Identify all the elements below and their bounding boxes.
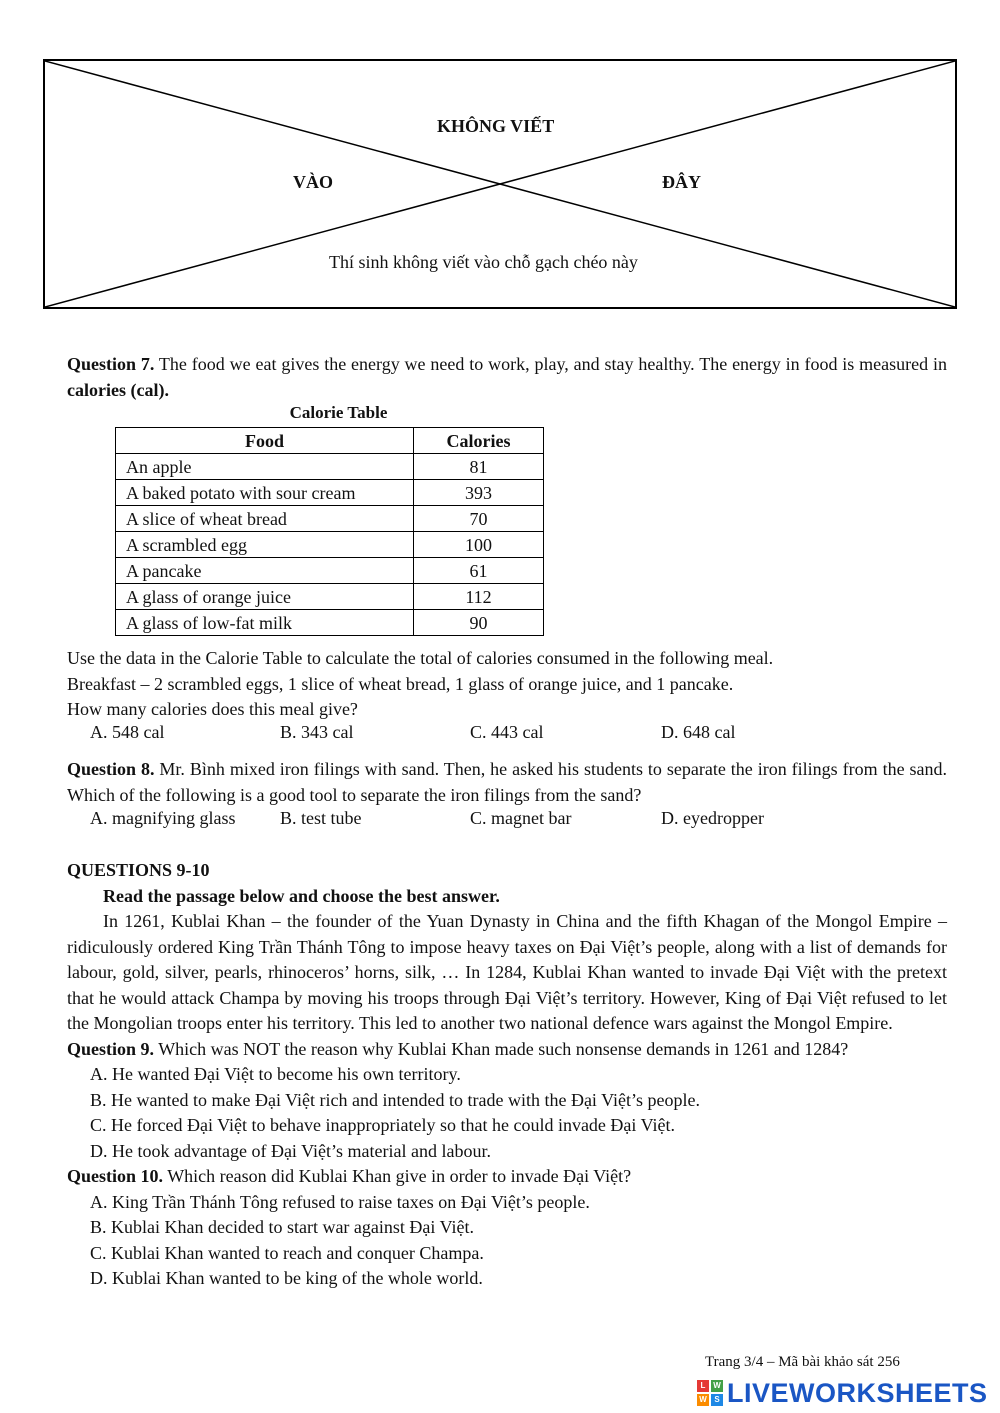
option-a[interactable]: A. 548 cal	[90, 722, 165, 742]
table-row	[116, 610, 544, 636]
table-row	[116, 454, 544, 480]
logo-block: S	[711, 1394, 723, 1406]
calories-cell: 81	[414, 454, 544, 480]
calories-cell: 112	[414, 584, 544, 610]
option-a[interactable]: A. He wanted Đại Việt to become his own territory.	[90, 1064, 461, 1084]
section-heading: QUESTIONS 9-10	[67, 860, 210, 880]
option-d[interactable]: D. Kublai Khan wanted to be king of the whole world.	[90, 1268, 483, 1288]
question-8-label: Question 8.	[67, 759, 155, 779]
food-cell: A glass of low-fat milk	[116, 610, 414, 636]
calories-cell: 70	[414, 506, 544, 532]
box-top-text: KHÔNG VIẾT	[437, 116, 555, 136]
option-c[interactable]: C. 443 cal	[470, 722, 544, 742]
logo-block: W	[697, 1394, 709, 1406]
option-b[interactable]: B. Kublai Khan decided to start war against Đại Việt.	[90, 1217, 474, 1237]
option-b[interactable]: B. test tube	[280, 808, 362, 828]
header-calories: Calories	[414, 428, 544, 454]
option-a[interactable]: A. King Trần Thánh Tông refused to raise taxes on Đại Việt’s people.	[90, 1191, 590, 1212]
box-right-text: ĐÂY	[662, 172, 701, 192]
header-food: Food	[116, 428, 414, 454]
box-left-text: VÀO	[293, 172, 333, 192]
question-9-text	[67, 1037, 947, 1063]
question-9-label: Question 9.	[67, 1038, 155, 1059]
logo-blocks-icon	[697, 1380, 723, 1406]
question-8-options	[90, 808, 950, 834]
box-note: Thí sinh không viết vào chỗ gạch chéo này	[329, 252, 638, 272]
option-b[interactable]: B. 343 cal	[280, 722, 354, 742]
table-row	[116, 480, 544, 506]
option-d[interactable]: D. He took advantage of Đại Việt’s material and labour.	[90, 1140, 491, 1161]
question-10-label: Question 10.	[67, 1166, 164, 1186]
section-instruction: Read the passage below and choose the best answer.	[103, 885, 500, 906]
instruction-line: Use the data in the Calorie Table to calculate the total of calories consumed in the following meal.	[67, 648, 774, 668]
option-c[interactable]: C. magnet bar	[470, 808, 572, 828]
question-7-text	[67, 352, 947, 403]
question-7-body: The food we eat gives the energy we need to work, play, and stay healthy. The energy in food is measured in	[154, 354, 948, 374]
question-10-text	[67, 1164, 947, 1190]
question-7-options	[90, 722, 950, 748]
page-footer: Trang 3/4 – Mã bài khảo sát 256	[705, 1354, 900, 1370]
table-row	[116, 558, 544, 584]
question-7-instructions	[67, 646, 947, 723]
calories-cell: 393	[414, 480, 544, 506]
table-row	[116, 584, 544, 610]
table-caption: Calorie Table	[289, 403, 388, 422]
food-cell: A scrambled egg	[116, 532, 414, 558]
option-c[interactable]: C. Kublai Khan wanted to reach and conquer Champa.	[90, 1242, 484, 1263]
food-cell: An apple	[116, 454, 414, 480]
question-10-options	[67, 1190, 947, 1292]
question-10-body: Which reason did Kublai Khan give in order to invade Đại Việt?	[163, 1166, 632, 1186]
calorie-table	[115, 427, 544, 636]
option-a[interactable]: A. magnifying glass	[90, 808, 236, 828]
calories-cell: 90	[414, 610, 544, 636]
no-write-box	[43, 59, 957, 309]
food-cell: A pancake	[116, 558, 414, 584]
table-header-row	[116, 428, 544, 454]
food-cell: A baked potato with sour cream	[116, 480, 414, 506]
question-7-label: Question 7.	[67, 354, 155, 374]
calories-cell: 100	[414, 532, 544, 558]
option-c[interactable]: C. He forced Đại Việt to behave inappropriately so that he could invade Đại Việt.	[90, 1115, 675, 1135]
questions-9-10-section	[67, 858, 947, 1292]
question-9-options	[67, 1062, 947, 1164]
food-cell: A slice of wheat bread	[116, 506, 414, 532]
instruction-line: How many calories does this meal give?	[67, 699, 358, 719]
question-9-body: Which was NOT the reason why Kublai Khan made such nonsense demands in 1261 and 1284?	[154, 1038, 849, 1059]
logo-block: W	[711, 1380, 723, 1392]
table-row	[116, 506, 544, 532]
question-8-body: Mr. Bình mixed iron filings with sand. Then, he asked his students to separate the iron filings from the sand. Which of the following is a good tool to separate the iron filings from the sand?	[67, 759, 947, 805]
calories-cell: 61	[414, 558, 544, 584]
option-b[interactable]: B. He wanted to make Đại Việt rich and intended to trade with the Đại Việt’s people.	[90, 1089, 701, 1110]
table-row	[116, 532, 544, 558]
liveworksheets-logo[interactable]	[697, 1378, 988, 1408]
logo-text: LIVEWORKSHEETS	[727, 1377, 988, 1408]
option-d[interactable]: D. 648 cal	[661, 722, 736, 742]
logo-block: L	[697, 1380, 709, 1392]
question-8-text	[67, 757, 947, 808]
option-d[interactable]: D. eyedropper	[661, 808, 764, 828]
calories-term: calories (cal).	[67, 379, 169, 400]
food-cell: A glass of orange juice	[116, 584, 414, 610]
instruction-line: Breakfast – 2 scrambled eggs, 1 slice of wheat bread, 1 glass of orange juice, and 1 pancake.	[67, 673, 734, 694]
passage: In 1261, Kublai Khan – the founder of the Yuan Dynasty in China and the fifth Khagan of the Mongol Empire – ridiculously ordered King Trần Thánh Tông to impose heavy taxes on Đại Việt’s people, along with a list of demands for labour, gold, silver, pearls, rhinoceros’ horns, silk, … In 1284, Kublai Khan wanted to invade Đại Việt with the pretext that he would attack Champa by moving his troops through Đại Việt’s territory. However, King of Đại Việt refused to let the Mongolian troops enter his territory. This led to another two national defence wars against the Mongol Empire.	[67, 911, 947, 1033]
